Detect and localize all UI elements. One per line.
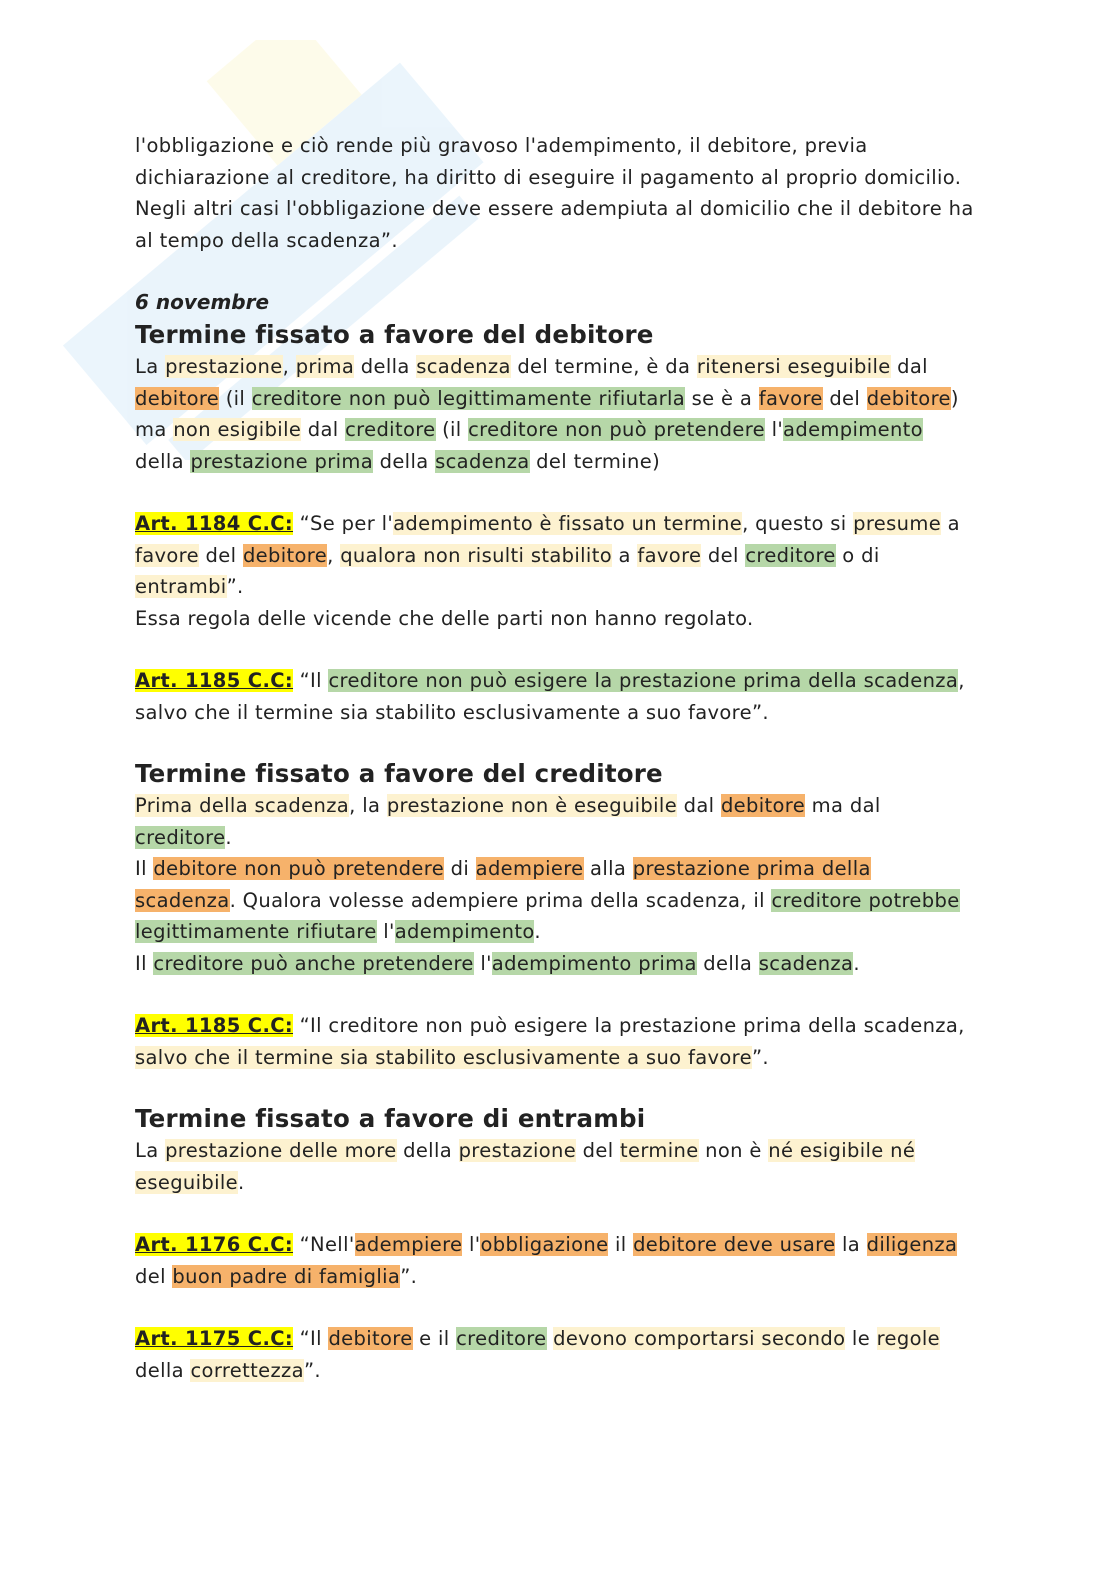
text-run: Negli altri casi l'obbligazione deve essere adempiuta al domicilio che il debitore ha al tempo della scadenza”. xyxy=(135,197,974,252)
article-reference: Art. 1185 C.C: xyxy=(135,669,294,692)
highlight-green: creditore può anche pretendere xyxy=(153,951,474,975)
highlight-light: regole xyxy=(876,1327,941,1350)
highlight-orange: debitore xyxy=(328,1327,413,1350)
text-run: e il xyxy=(412,1327,457,1350)
text-run: , la xyxy=(349,794,387,817)
highlight-orange: prestazione prima della scadenza xyxy=(135,857,871,912)
paragraph xyxy=(135,603,975,635)
text-run: Il xyxy=(135,857,154,880)
highlight-green: creditore non può pretendere xyxy=(468,418,766,441)
highlight-orange: diligenza xyxy=(866,1233,958,1256)
text-run: del xyxy=(198,543,243,567)
highlight-light: devono comportarsi secondo xyxy=(553,1327,846,1350)
highlight-light: prestazione xyxy=(458,1139,577,1162)
text-run: l'obbligazione e ciò rende più gravoso l'adempimento, il debitore, previa dichiarazione al creditore, ha diritto di eseguire il pagamento al proprio domicilio. xyxy=(135,134,962,189)
paragraph xyxy=(135,193,975,256)
paragraph xyxy=(135,790,975,853)
text-run: del xyxy=(701,543,746,567)
highlight-light: qualora non risulti stabilito xyxy=(340,543,612,567)
text-run: non è xyxy=(698,1139,769,1162)
highlight-green: scadenza xyxy=(758,951,854,975)
highlight-light: favore xyxy=(135,543,199,567)
text-run: della xyxy=(396,1139,459,1162)
text-run: dal xyxy=(677,794,721,817)
text-run: della xyxy=(135,1358,191,1382)
text-run: . xyxy=(225,825,232,849)
highlight-green: creditore non può legittimamente rifiutarla xyxy=(251,386,686,410)
text-run: della xyxy=(696,951,759,975)
text-run: (il xyxy=(435,418,469,441)
text-run: del termine, è da xyxy=(510,355,697,378)
highlight-green: adempimento prima xyxy=(491,951,697,975)
paragraph xyxy=(135,351,975,477)
text-run: il xyxy=(608,1233,634,1256)
text-run: del xyxy=(576,1139,621,1162)
highlight-green: adempimento xyxy=(783,418,923,441)
article-reference: Art. 1184 C.C: xyxy=(135,512,294,535)
highlight-light: salvo che il termine sia stabilito esclusivamente a suo favore xyxy=(135,1045,752,1069)
highlight-green: creditore non può esigere la prestazione prima della scadenza xyxy=(328,669,959,692)
highlight-light: prestazione xyxy=(165,355,283,378)
highlight-orange: debitore xyxy=(866,386,951,410)
highlight-orange: obbligazione xyxy=(480,1233,609,1256)
highlight-light: non esigibile xyxy=(173,418,302,441)
highlight-orange: buon padre di famiglia xyxy=(172,1264,401,1288)
text-run: dal xyxy=(890,355,928,378)
highlight-green: prestazione prima xyxy=(190,449,374,473)
article-reference: Art. 1175 C.C: xyxy=(135,1327,294,1350)
text-run: ma dal xyxy=(805,794,881,817)
text-run: ) ma xyxy=(135,386,959,441)
text-run: La xyxy=(135,1139,166,1162)
text-run: se è a xyxy=(685,386,759,410)
highlight-orange: adempiere xyxy=(475,857,584,880)
text-run: a xyxy=(611,543,638,567)
highlight-green: scadenza xyxy=(435,449,530,473)
date-label: 6 novembre xyxy=(135,290,270,314)
text-run: l' xyxy=(462,1233,481,1256)
text-run: o di xyxy=(835,543,880,567)
text-run: (il xyxy=(219,386,252,410)
text-run: . Qualora volesse adempiere prima della scadenza, il xyxy=(229,888,772,912)
text-run: l' xyxy=(473,951,492,975)
text-run: , xyxy=(327,543,341,567)
text-run: della xyxy=(354,355,417,378)
text-run: Essa regola delle vicende che delle parti non hanno regolato. xyxy=(135,606,754,630)
text-run: del termine) xyxy=(529,449,661,473)
text-run: La xyxy=(135,355,166,378)
paragraph xyxy=(135,948,975,980)
text-run: della xyxy=(373,449,436,473)
highlight-green: adempimento xyxy=(394,920,535,943)
text-run: ”. xyxy=(303,1358,321,1382)
highlight-light: prima xyxy=(295,355,355,378)
text-run: del xyxy=(822,386,867,410)
text-run: ”. xyxy=(751,1045,769,1069)
text-run: . xyxy=(853,951,860,975)
paragraph xyxy=(135,1229,975,1292)
text-run: . xyxy=(534,920,541,943)
section-heading: Termine fissato a favore del debitore xyxy=(135,320,654,349)
text-run: l' xyxy=(765,418,784,441)
highlight-light: né esigibile né eseguibile xyxy=(135,1139,916,1194)
text-run: “Nell' xyxy=(293,1233,355,1256)
paragraph xyxy=(135,853,975,948)
paragraph xyxy=(135,1010,975,1073)
highlight-orange: favore xyxy=(758,386,823,410)
text-run: “Il xyxy=(293,1327,329,1350)
text-run: , questo si xyxy=(742,512,854,535)
highlight-orange: debitore xyxy=(720,794,806,817)
text-run: di xyxy=(444,857,476,880)
highlight-light: prestazione non è eseguibile xyxy=(386,794,678,817)
paragraph xyxy=(135,1323,975,1386)
paragraph xyxy=(135,508,975,603)
highlight-light: prestazione delle more xyxy=(165,1139,397,1162)
highlight-orange: debitore deve usare xyxy=(633,1233,836,1256)
highlight-light: correttezza xyxy=(190,1358,304,1382)
highlight-orange: debitore xyxy=(242,543,328,567)
text-run: della xyxy=(135,449,191,473)
highlight-green: creditore xyxy=(745,543,836,567)
highlight-light: adempimento è fissato un termine xyxy=(393,512,743,535)
paragraph xyxy=(135,665,975,728)
highlight-green: creditore xyxy=(456,1327,547,1350)
text-run: a xyxy=(941,512,960,535)
text-run: “Il xyxy=(293,669,329,692)
article-reference: Art. 1176 C.C: xyxy=(135,1233,294,1256)
text-run: le xyxy=(845,1327,877,1350)
text-run: , salvo che il termine sia stabilito esclusivamente a suo favore”. xyxy=(135,669,965,724)
highlight-light: entrambi xyxy=(135,575,227,598)
text-run: alla xyxy=(583,857,633,880)
highlight-orange: adempiere xyxy=(354,1233,463,1256)
highlight-green: creditore xyxy=(135,825,226,849)
paragraph xyxy=(135,1135,975,1198)
text-run: , xyxy=(282,355,296,378)
text-run: Il xyxy=(135,951,154,975)
text-run: del xyxy=(135,1264,173,1288)
section-heading: Termine fissato a favore del creditore xyxy=(135,759,663,788)
highlight-light: ritenersi eseguibile xyxy=(696,355,891,378)
highlight-green: creditore potrebbe legittimamente rifiutare xyxy=(135,888,960,943)
highlight-orange: debitore non può pretendere xyxy=(153,857,445,880)
paragraph xyxy=(135,130,975,193)
text-run: l' xyxy=(376,920,395,943)
text-run: ”. xyxy=(400,1264,418,1288)
highlight-light: termine xyxy=(620,1139,699,1162)
highlight-light: presume xyxy=(853,512,942,535)
article-reference: Art. 1185 C.C: xyxy=(135,1014,294,1037)
text-run: ”. xyxy=(226,575,244,598)
document-page xyxy=(135,130,975,1386)
highlight-light: Prima della scadenza xyxy=(135,794,350,817)
highlight-orange: debitore xyxy=(135,386,220,410)
text-run: la xyxy=(835,1233,867,1256)
text-run: “Se per l' xyxy=(293,512,394,535)
highlight-green: creditore xyxy=(345,418,436,441)
text-run: . xyxy=(238,1170,245,1194)
text-run: dal xyxy=(301,418,346,441)
highlight-light: scadenza xyxy=(416,355,511,378)
text-run: “Il creditore non può esigere la prestazione prima della scadenza, xyxy=(293,1014,965,1037)
highlight-light: favore xyxy=(637,543,702,567)
section-heading: Termine fissato a favore di entrambi xyxy=(135,1104,646,1133)
